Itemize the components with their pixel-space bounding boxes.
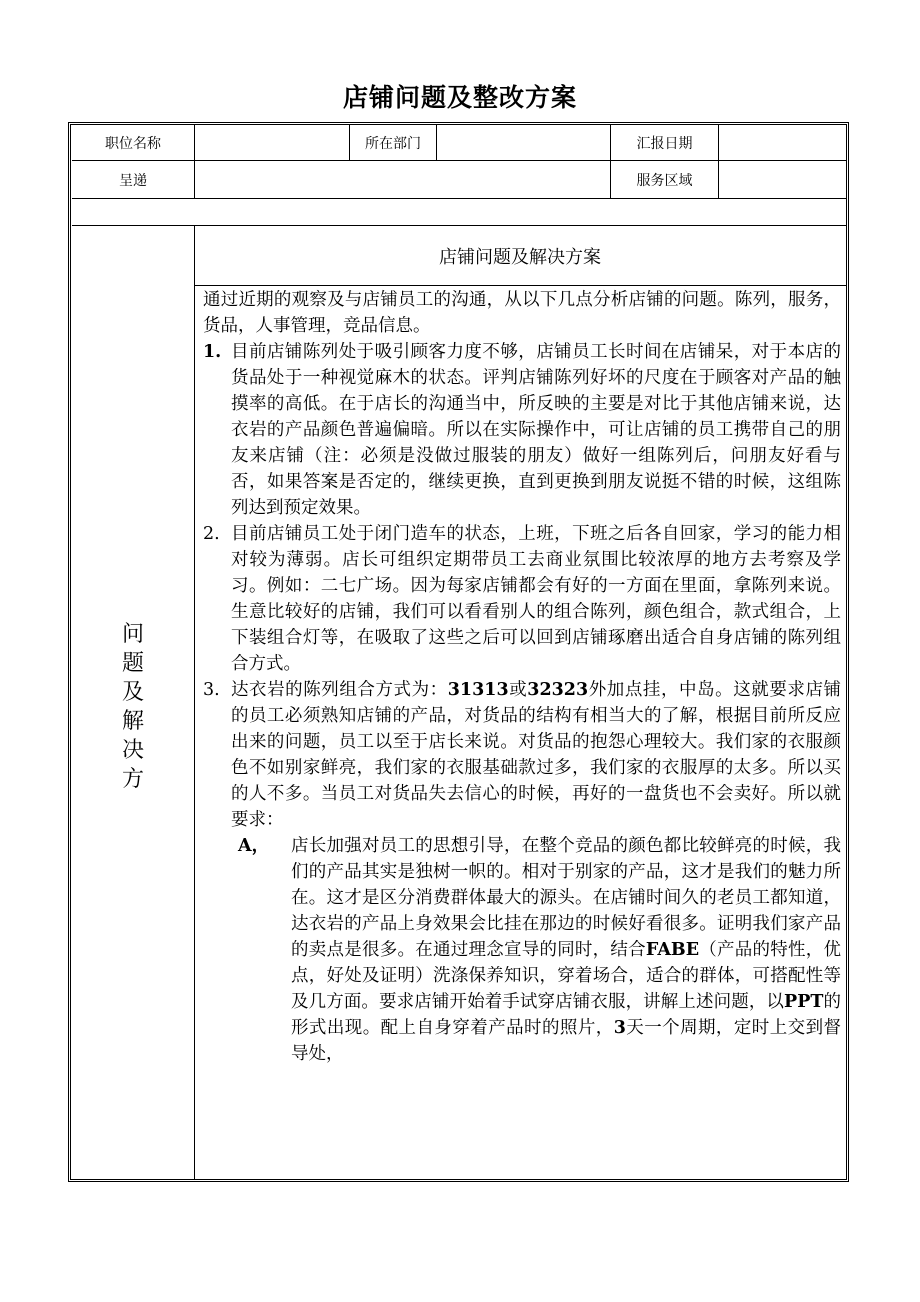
sub-item [203,833,841,1067]
position-label: 职位名称 [105,135,161,152]
layout-code: 31313 [447,680,509,700]
report-body [203,287,841,1177]
item-number: 2. [203,524,220,544]
item-text: 或 [508,680,528,700]
list-item [203,677,841,833]
form-column-divider [194,226,195,1179]
sub-item-text: 店长加强对员工的思想引导，在整个竞品的颜色都比较鲜亮的时候，我们的产品其实是独树一帜的。相对于别家的产品，这才是我们的魅力所在。这才是区分消费群体最大的源头。在店铺时间久的老员工都知道，达衣岩的产品上身效果会比挂在那边的时候好看很多。证明我们家产品的卖点是很多。在通过理念宣导的同时，结合 [291,836,841,960]
submit-to-label: 呈递 [119,172,147,189]
service-area-label: 服务区域 [636,172,693,189]
list-item [203,339,841,521]
item-number: 1. [203,342,222,362]
form-row-divider [72,198,846,199]
report-date-field[interactable] [719,125,846,160]
term-fabe: FABE [645,940,700,960]
position-field[interactable] [195,125,349,160]
item-text: 目前店铺陈列处于吸引顾客力度不够，店铺员工长时间在店铺呆，对于本店的货品处于一种视觉麻木的状态。评判店铺陈列好坏的尺度在于顾客对产品的触摸率的高低。在于店长的沟通当中，所反映的主要是对比于其他店铺来说，达衣岩的产品颜色普遍偏暗。所以在实际操作中，可让店铺的员工携带自己的朋友来店铺（注：必须是没做过服装的朋友）做好一组陈列后，问朋友好看与否，如果答案是否定的，继续更换，直到更换到朋友说挺不错的时候，这组陈列达到预定效果。 [231,342,841,518]
form-row-divider [72,225,846,226]
item-text: 外加点挂，中岛。这就要求店铺的员工必须熟知店铺的产品，对货品的结构有相当大的了解，根据目前所反应出来的问题，员工以至于店长来说。对货品的抱怨心理较大。我们家的衣服颜色不如别家鲜亮，我们家的衣服基础款过多，我们家的衣服厚的太多。所以买的人不多。当员工对货品失去信心的时候，再好的一盘货也不会卖好。所以就要求： [231,680,841,830]
department-field[interactable] [437,125,610,160]
intro-paragraph: 通过近期的观察及与店铺员工的沟通，从以下几点分析店铺的问题。陈列，服务，货品，人事管理，竞品信息。 [203,290,841,336]
sub-item-text: （产品的特性，优点，好处及证明）洗涤保养知识，穿着场合，适合的群体，可搭配性等及几方面。要求店铺开始着手试穿店铺衣服，讲解上述问题，以 [291,940,841,1012]
sub-item-text: 的形式出现。配上自身穿着产品时的照片， [291,992,841,1038]
layout-code: 32323 [527,680,589,700]
service-area-field[interactable] [719,161,846,198]
item-text: 目前店铺员工处于闭门造车的状态，上班，下班之后各自回家，学习的能力相对较为薄弱。店长可组织定期带员工去商业氛围比较浓厚的地方去考察及学习。例如：二七广场。因为每家店铺都会有好的一方面在里面，拿陈列来说。生意比较好的店铺，我们可以看看别人的组合陈列，颜色组合，款式组合，上下装组合灯等，在吸取了这些之后可以回到店铺琢磨出适合自身店铺的陈列组合方式。 [231,524,841,674]
section-label: 问题及解决方 [121,622,144,792]
item-text: 达衣岩的陈列组合方式为： [231,680,448,700]
sub-item-text: 天一个周期，定时上交到督导处， [291,1018,841,1064]
term-ppt: PPT [784,992,824,1012]
section-title: 店铺问题及解决方案 [439,247,601,268]
item-number: 3. [203,680,220,700]
submit-to-field[interactable] [195,161,610,198]
cycle-days: 3 [613,1018,626,1038]
document-title: 店铺问题及整改方案 [342,83,577,112]
sub-item-label: A， [238,836,270,856]
department-label: 所在部门 [365,135,421,152]
form-row-divider [195,285,846,286]
report-date-label: 汇报日期 [636,135,693,152]
list-item [203,521,841,677]
